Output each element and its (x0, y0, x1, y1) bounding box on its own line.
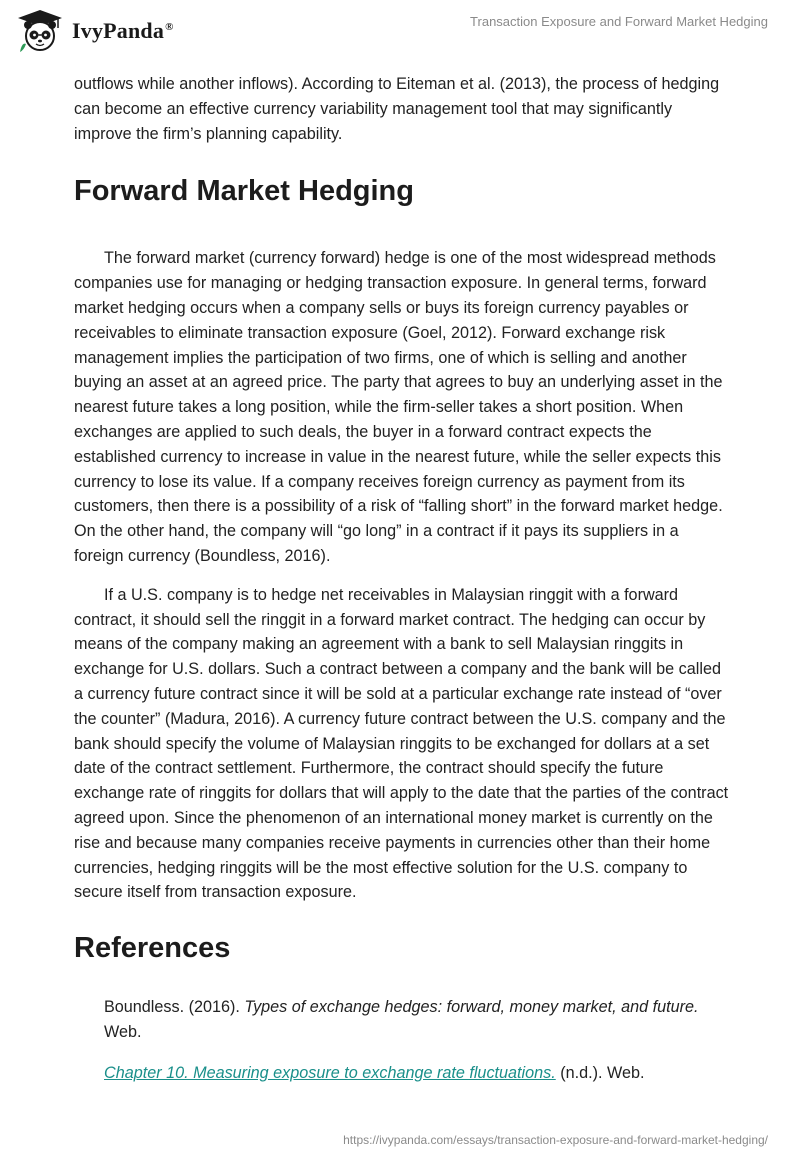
section-heading-forward-market-hedging: Forward Market Hedging (74, 175, 414, 208)
section-heading-references: References (74, 932, 231, 965)
forward-paragraph-1: The forward market (currency forward) hedge is one of the most widespread methods companies use for managing or hedging transaction exposure. In general terms, forward market hedging occurs when a company sells or buys its foreign currency payables or receivables to eliminate transaction exposure (Goel, 2012). Forward exchange risk management implies the participation of two firms, one of which is selling and another buying an asset at an agreed price. The party that agrees to buy an underlying asset in the nearest future takes a long position, while the firm-seller takes a short position. When exchanges are applied to such deals, the buyer in a forward contract expects the established currency to increase in value in the nearest future, while the seller expects this currency to lose its value. If a company receives foreign currency as payment from its customers, then there is a possibility of a risk of “falling short” in the forward market hedge. On the other hand, the company will “go long” in a contract if it pays its suppliers in a foreign currency (Boundless, 2016). (74, 249, 723, 565)
reference-link[interactable]: Chapter 10. Measuring exposure to exchange rate fluctuations. (104, 1063, 556, 1082)
intro-paragraph: outflows while another inflows). According to Eiteman et al. (2013), the process of hedging can become an effective currency variability management tool that may significantly improve the firm’s planning capability. (74, 75, 720, 143)
document-title: Transaction Exposure and Forward Market Hedging (470, 14, 768, 29)
panda-graduate-icon (14, 8, 66, 54)
footer-url: https://ivypanda.com/essays/transaction-exposure-and-forward-market-hedging/ (343, 1133, 768, 1147)
reference-item: Boundless. (2016). Types of exchange hedges: forward, money market, and future. Web. (104, 998, 699, 1041)
article-body (74, 72, 730, 1102)
reference-item: Chapter 10. Measuring exposure to exchange rate fluctuations. (n.d.). Web. (104, 1063, 645, 1082)
ivypanda-logo[interactable] (14, 8, 174, 54)
forward-paragraph-2: If a U.S. company is to hedge net receivables in Malaysian ringgit with a forward contract, it should sell the ringgit in a forward market contract. The hedging can occur by means of the company making an agreement with a bank to sell Malaysian ringgits in exchange for U.S. dollars. Such a contract between a company and the bank will be called a currency future contract since it will be sold at a particular exchange rate instead of “over the counter” (Madura, 2016). A currency future contract between the U.S. company and the bank should specify the volume of Malaysian ringgits to be exchanged for dollars at a set date of the contract settlement. Furthermore, the contract should specify the future exchange rate of ringgits for dollars that will apply to the date that the parties of the contract agreed upon. Since the phenomenon of an international money market is currently on the rise and because many companies receive payments in currencies other than their home currencies, hedging ringgits will be the most effective solution for the U.S. company to secure itself from transaction exposure. (74, 585, 729, 902)
page-header (0, 0, 800, 64)
brand-name: IvyPanda® (72, 18, 174, 43)
